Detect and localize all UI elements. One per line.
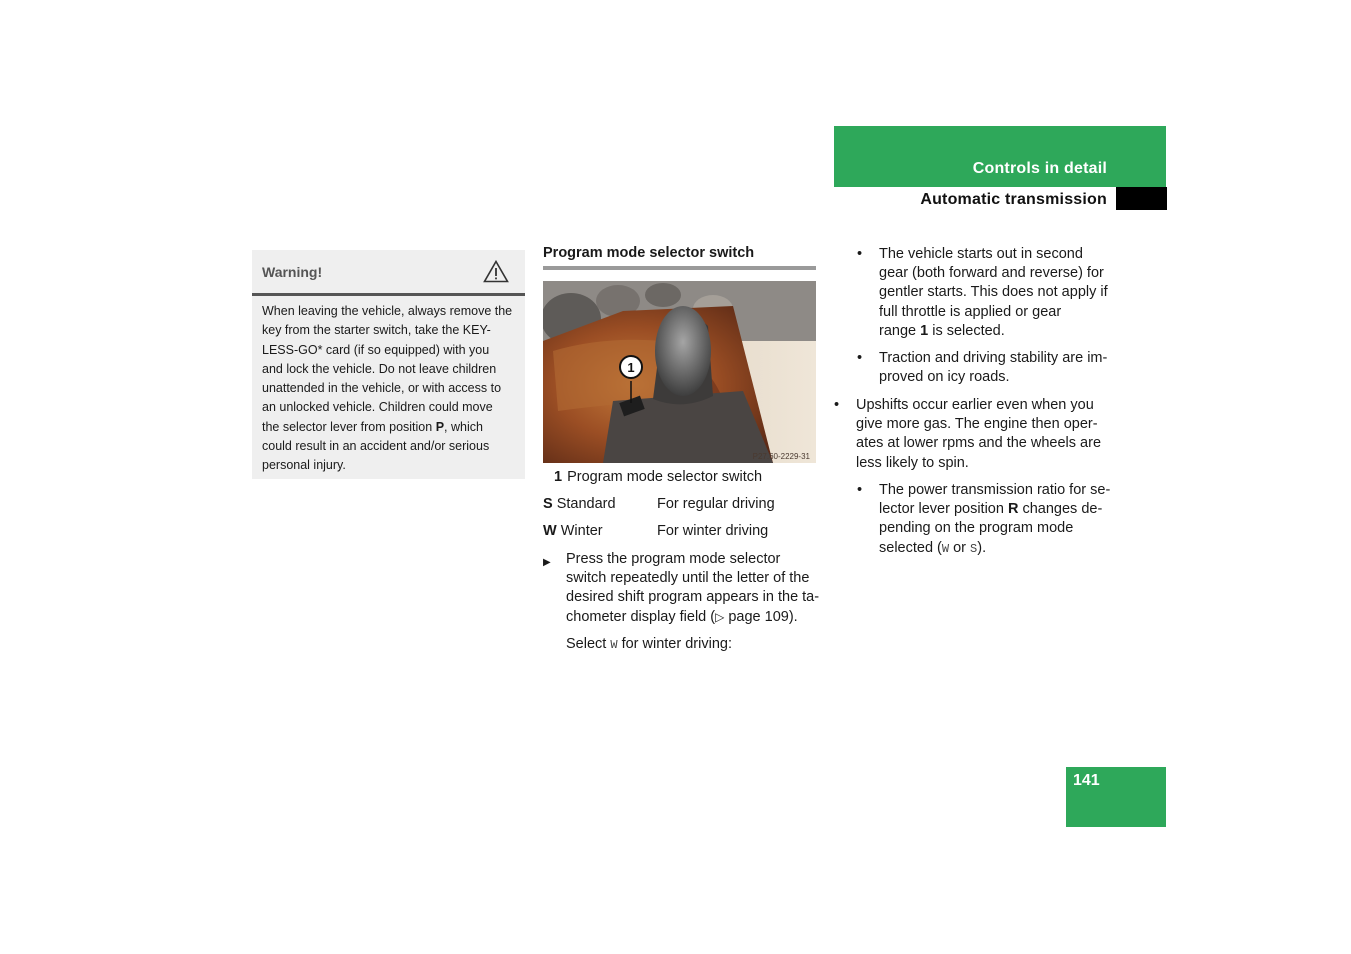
- warning-header: [252, 250, 525, 296]
- warning-title: Warning!: [262, 263, 323, 280]
- program-section-title: Program mode selector switch: [543, 245, 755, 261]
- warning-line: LESS-GO* card (if so equipped) with you: [262, 342, 490, 357]
- mode-description: For winter driving: [657, 523, 769, 539]
- photo-callout-label: 1: [627, 360, 635, 375]
- image-code: P27.60-2229-31: [752, 452, 810, 461]
- warning-box: [252, 250, 525, 479]
- display-letter-w: W: [610, 638, 618, 652]
- mode-name: Standard: [556, 496, 616, 512]
- warning-line: the selector lever from position P, which: [262, 419, 483, 434]
- mode-key: S: [543, 496, 553, 512]
- warning-line: When leaving the vehicle, always remove the: [262, 304, 513, 318]
- page-ref-icon: ▷: [715, 609, 725, 624]
- warning-line: an unlocked vehicle. Children could move: [262, 400, 493, 415]
- step-arrow-icon: ▶: [543, 557, 551, 568]
- page-number: 141: [1073, 772, 1100, 789]
- section-title: Controls in detail: [972, 160, 1107, 177]
- caption-number: 1: [554, 469, 563, 485]
- mode-name: Winter: [560, 523, 603, 539]
- warning-text: [252, 296, 525, 476]
- warning-line: could result in an accident and/or serious: [262, 439, 490, 454]
- mode-row-standard: [543, 495, 775, 514]
- warning-line: key from the starter switch, take the KEY-: [262, 323, 491, 338]
- instruction-step: ▶ Press the program mode selector switch repeatedly until the letter of the desired shift program appears in the ta- chometer display field (▷ page 109).: [543, 551, 820, 625]
- header-tab-marker: [1116, 187, 1167, 210]
- mode-key: W: [543, 523, 557, 539]
- select-instruction: Select W for winter driving:: [566, 636, 732, 652]
- warning-line: personal injury.: [262, 458, 346, 473]
- warning-triangle-icon: [483, 260, 509, 283]
- mode-description: For regular driving: [657, 496, 775, 512]
- photo-caption: [554, 468, 762, 487]
- gear-selector-photo: [543, 281, 816, 463]
- mode-row-winter: [543, 522, 768, 541]
- title-rule: [543, 266, 816, 270]
- warning-line: unattended in the vehicle, or with access to: [262, 381, 502, 396]
- page-number-box: [1066, 767, 1166, 827]
- warning-line: and lock the vehicle. Do not leave children: [262, 361, 497, 376]
- subsection-title: Automatic transmission: [920, 191, 1107, 208]
- caption-text: Program mode selector switch: [567, 469, 763, 485]
